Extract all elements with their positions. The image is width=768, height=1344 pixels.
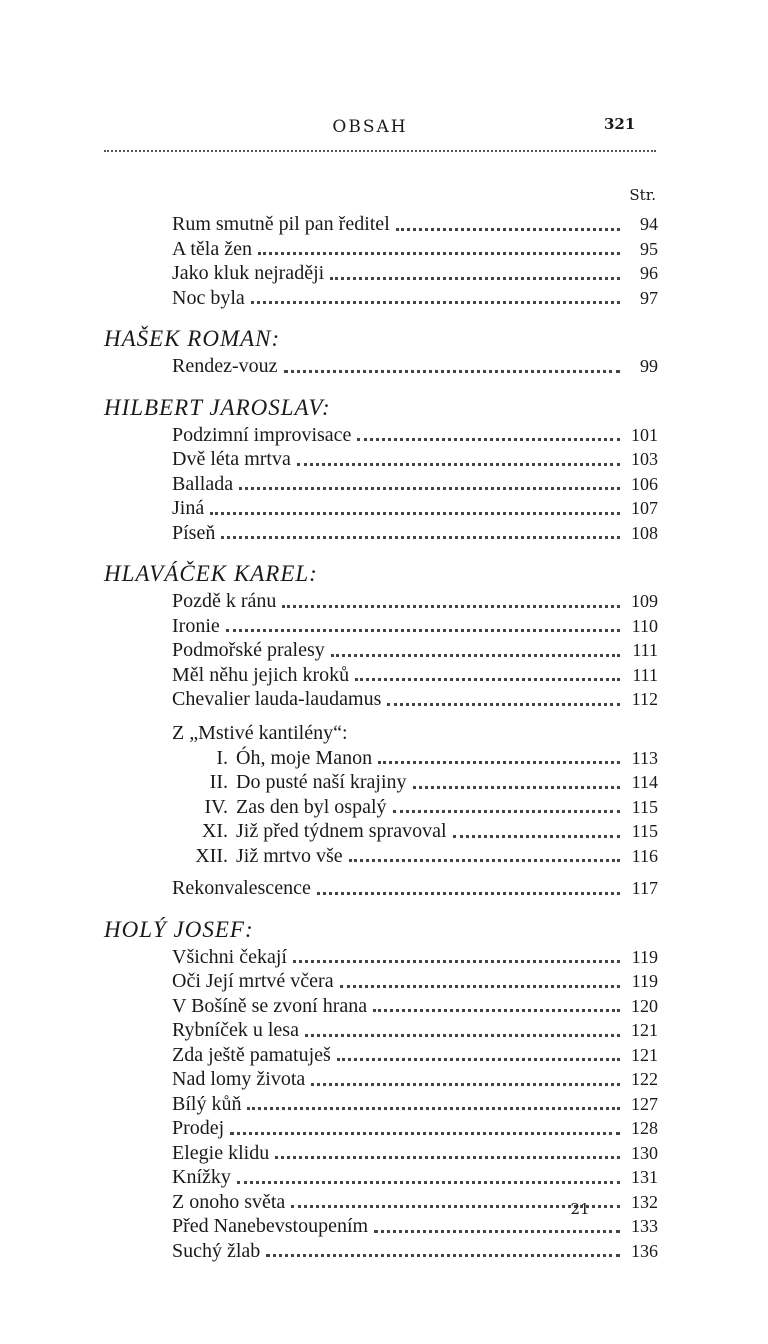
table-of-contents xyxy=(104,212,658,1263)
entry-page: 99 xyxy=(640,356,658,376)
entry-title: Oči Její mrtvé včera xyxy=(172,970,334,992)
entry-title: A těla žen xyxy=(172,237,252,260)
author-heading: HAŠEK ROMAN: xyxy=(104,326,281,351)
dot-leader xyxy=(297,463,620,466)
dot-leader xyxy=(331,654,620,657)
entry-page: 116 xyxy=(631,845,658,866)
entry-page: 136 xyxy=(631,1240,658,1261)
toc-entry xyxy=(104,945,658,970)
toc-entry xyxy=(104,521,658,546)
entry-title xyxy=(192,795,387,820)
toc-entry xyxy=(104,1239,658,1264)
entry-title: Podmořské pralesy xyxy=(172,639,325,661)
dot-leader xyxy=(317,892,620,895)
toc-entry xyxy=(104,876,658,901)
entry-page: 95 xyxy=(640,238,658,259)
toc-entry xyxy=(104,770,658,795)
dot-leader xyxy=(266,1254,620,1257)
entry-title: Ballada xyxy=(172,472,234,495)
entry-title: Jiná xyxy=(172,497,205,519)
author-heading: HILBERT JAROSLAV: xyxy=(104,394,331,420)
entry-title-text: Zas den byl ospalý xyxy=(236,795,387,818)
entry-number: XII. xyxy=(195,844,228,867)
entry-title xyxy=(192,770,407,795)
dot-leader xyxy=(387,703,620,706)
dot-leader xyxy=(247,1107,620,1110)
toc-entry xyxy=(104,687,658,712)
entry-title: Rum smutně pil pan ředitel xyxy=(172,213,390,235)
entry-page: 122 xyxy=(631,1069,658,1089)
entry-title: Pozdě k ránu xyxy=(172,590,277,612)
entry-number: I. xyxy=(216,746,228,769)
entry-title: Nad lomy života xyxy=(172,1068,306,1090)
entry-page: 96 xyxy=(640,263,658,283)
entry-title: Před Nanebevstoupením xyxy=(172,1215,369,1237)
toc-entry xyxy=(104,746,658,771)
entry-title: Noc byla xyxy=(172,286,245,309)
dot-leader xyxy=(337,1058,620,1061)
dot-leader xyxy=(237,1181,620,1184)
dot-leader xyxy=(340,985,620,988)
page-column-label: Str. xyxy=(629,186,656,204)
entry-page: 128 xyxy=(631,1118,658,1138)
entry-page: 94 xyxy=(640,214,658,234)
entry-title: Chevalier lauda-laudamus xyxy=(172,688,382,710)
dot-leader xyxy=(221,536,620,539)
entry-title-text: Óh, moje Manon xyxy=(236,746,373,769)
entry-number: IV. xyxy=(204,795,228,818)
toc-entry xyxy=(104,1043,658,1068)
entry-page: 119 xyxy=(631,971,658,991)
entry-title-text: Do pusté naší krajiny xyxy=(236,771,407,793)
entry-title: Z onoho světa xyxy=(172,1190,286,1213)
dot-leader xyxy=(357,438,620,441)
entry-title-text: Již mrtvo vše xyxy=(236,844,343,867)
dot-leader xyxy=(275,1156,620,1159)
dot-leader xyxy=(284,370,620,373)
dot-leader xyxy=(378,761,620,764)
dot-leader xyxy=(311,1083,620,1086)
entry-title: Zda ještě pamatuješ xyxy=(172,1043,331,1066)
entry-page: 108 xyxy=(631,522,658,543)
entry-title: Všichni čekají xyxy=(172,945,287,968)
entry-title: Rekonvalescence xyxy=(172,877,311,899)
toc-entry xyxy=(104,447,658,472)
entry-title: Ironie xyxy=(172,614,220,637)
entry-title: Rendez-vouz xyxy=(172,355,278,377)
toc-entry xyxy=(104,614,658,639)
toc-entry xyxy=(104,969,658,994)
entry-title xyxy=(192,844,343,869)
toc-entry xyxy=(104,819,658,844)
page-heading: OBSAH xyxy=(332,117,408,137)
entry-page: 114 xyxy=(631,772,658,792)
entry-number: II. xyxy=(209,771,228,793)
dot-leader xyxy=(355,678,620,681)
entry-page: 115 xyxy=(631,796,658,817)
entry-page: 117 xyxy=(631,878,658,898)
dot-leader xyxy=(210,512,620,515)
entry-title: Podzimní improvisace xyxy=(172,423,352,446)
entry-title: Elegie klidu xyxy=(172,1141,270,1164)
entry-number: XI. xyxy=(201,820,228,842)
entry-title: Rybníček u lesa xyxy=(172,1019,299,1041)
toc-entry xyxy=(104,1018,658,1043)
dot-leader xyxy=(282,605,620,608)
entry-page: 133 xyxy=(631,1216,658,1236)
toc-entry xyxy=(104,663,658,688)
entry-page: 97 xyxy=(640,287,658,308)
entry-title xyxy=(192,746,372,771)
toc-entry xyxy=(104,795,658,820)
toc-entry xyxy=(104,423,658,448)
subgroup-heading: Z „Mstivé kantilény“: xyxy=(172,721,348,744)
entry-title: Knížky xyxy=(172,1166,231,1188)
entry-title xyxy=(192,819,447,844)
dot-leader xyxy=(258,252,620,255)
entry-page: 110 xyxy=(631,615,658,636)
entry-page: 127 xyxy=(631,1093,658,1114)
entry-title: Píseň xyxy=(172,521,216,544)
toc-entry xyxy=(104,496,658,521)
dot-leader xyxy=(226,629,620,632)
toc-entry xyxy=(104,638,658,663)
toc-entry xyxy=(104,212,658,237)
author-heading: HOLÝ JOSEF: xyxy=(104,916,254,942)
dot-leader xyxy=(330,277,620,280)
dot-leader xyxy=(349,859,620,862)
entry-page: 103 xyxy=(631,449,658,469)
toc-entry xyxy=(104,237,658,262)
dot-leader xyxy=(373,1009,620,1012)
entry-page: 119 xyxy=(631,946,658,967)
entry-page: 109 xyxy=(631,591,658,611)
entry-page: 101 xyxy=(631,424,658,445)
dot-leader xyxy=(393,810,620,813)
dot-leader xyxy=(239,487,620,490)
toc-entry xyxy=(104,994,658,1019)
entry-page: 106 xyxy=(631,473,658,494)
page-number: 321 xyxy=(604,115,636,133)
entry-page: 121 xyxy=(631,1044,658,1065)
entry-page: 107 xyxy=(631,498,658,518)
entry-title: Měl něhu jejich kroků xyxy=(172,663,350,686)
header-rule xyxy=(104,150,656,152)
author-heading: HLAVÁČEK KAREL: xyxy=(104,561,318,586)
entry-page: 115 xyxy=(631,821,658,841)
entry-page: 113 xyxy=(631,747,658,768)
dot-leader xyxy=(453,835,621,838)
entry-title: Dvě léta mrtva xyxy=(172,448,291,470)
dot-leader xyxy=(230,1132,620,1135)
toc-entry xyxy=(104,1092,658,1117)
toc-entry xyxy=(104,261,658,286)
entry-title: Suchý žlab xyxy=(172,1239,261,1262)
toc-entry xyxy=(104,286,658,311)
entry-page: 112 xyxy=(631,689,658,709)
dot-leader xyxy=(305,1034,620,1037)
dot-leader xyxy=(251,301,620,304)
signature-mark: 21 xyxy=(570,1200,590,1218)
toc-entry xyxy=(104,1067,658,1092)
entry-page: 131 xyxy=(631,1167,658,1187)
toc-entry xyxy=(104,844,658,869)
toc-entry xyxy=(104,1165,658,1190)
entry-title: Bílý kůň xyxy=(172,1092,242,1115)
dot-leader xyxy=(374,1230,620,1233)
entry-page: 120 xyxy=(631,995,658,1016)
entry-title: Prodej xyxy=(172,1117,225,1139)
entry-page: 130 xyxy=(631,1142,658,1163)
entry-page: 132 xyxy=(631,1191,658,1212)
toc-entry xyxy=(104,1141,658,1166)
toc-entry xyxy=(104,589,658,614)
dot-leader xyxy=(396,228,620,231)
entry-title: Jako kluk nejraději xyxy=(172,262,325,284)
toc-entry xyxy=(104,1116,658,1141)
toc-entry xyxy=(104,472,658,497)
entry-page: 111 xyxy=(632,664,658,685)
entry-page: 121 xyxy=(631,1020,658,1040)
dot-leader xyxy=(293,960,620,963)
dot-leader xyxy=(413,786,620,789)
entry-title: V Bošíně se zvoní hrana xyxy=(172,994,368,1017)
entry-title-text: Již před týdnem spravoval xyxy=(236,820,447,842)
toc-entry xyxy=(104,354,658,379)
entry-page: 111 xyxy=(632,640,658,660)
